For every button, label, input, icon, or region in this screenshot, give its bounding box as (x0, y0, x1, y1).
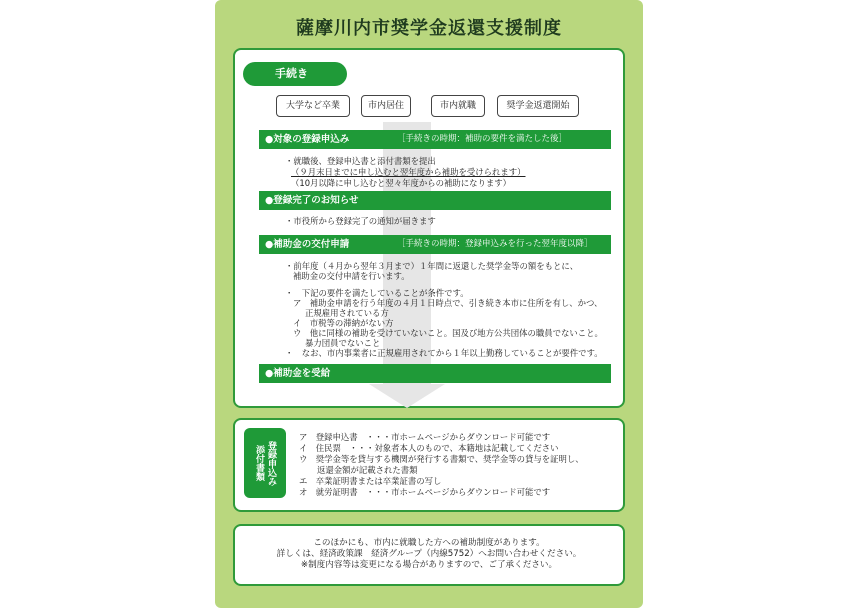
section-registration (259, 130, 611, 149)
attachments-tab-line1: 登録申込み (266, 440, 276, 486)
section-text: ・就職後、登録申込書と添付書類を提出 (285, 156, 436, 166)
section-text: （10月以降に申し込むと翌々年度からの補助になります） (291, 178, 512, 188)
note-line: 詳しくは、経済政策課 経済グループ（内線5752）へお問い合わせください。 (276, 549, 582, 559)
section-label: ●対象の登録申込み (265, 134, 350, 145)
document-item: 返還金額が記載された書類 (317, 465, 418, 475)
step-graduation: 大学など卒業 (276, 95, 350, 117)
section-receive-grant (259, 364, 611, 383)
section-label: ●登録完了のお知らせ (265, 195, 359, 206)
attachments-tab (244, 428, 286, 498)
document-item: ア 登録申込書 ・・・市ホームページからダウンロード可能です (299, 432, 551, 442)
section-text: ウ 他に同様の補助を受けていないこと。国及び地方公共団体の職員でないこと。 (293, 328, 603, 338)
document-item: イ 住民票 ・・・対象者本人のもので、本籍地は記載してください (299, 443, 559, 453)
procedure-label: 手続き (243, 62, 347, 86)
section-text: 正規雇用されている方 (305, 308, 389, 318)
page-title: 薩摩川内市奨学金返還支援制度 (296, 18, 562, 39)
section-label: ●補助金を受給 (265, 368, 331, 379)
attachments-box (233, 418, 625, 512)
procedure-box (233, 48, 625, 408)
section-text: （９月末日までに申し込むと翌年度から補助を受けられます） (291, 167, 526, 177)
section-text: ア 補助金申請を行う年度の４月１日時点で、引き続き本市に住所を有し、かつ、 (293, 298, 603, 308)
section-timing: ［手続きの時期：補助の要件を満たした後］ (397, 134, 568, 144)
section-text: ・市役所から登録完了の通知が届きます (285, 216, 436, 226)
contact-note-box (233, 524, 625, 586)
note-line: このほかにも、市内に就職した方への補助制度があります。 (313, 538, 545, 548)
leaflet-panel (215, 0, 643, 608)
step-repayment-start: 奨学金返還開始 (497, 95, 579, 117)
section-text: 補助金の交付申請を行います。 (293, 271, 410, 281)
section-text: ・ なお、市内事業者に正規雇用されてから１年以上勤務していることが要件です。 (285, 348, 603, 358)
section-grant-application (259, 235, 611, 254)
step-employment: 市内就職 (431, 95, 485, 117)
attachments-tab-line2: 添付書類 (254, 445, 264, 481)
section-text: イ 市税等の滞納がない方 (293, 318, 394, 328)
section-registration-complete (259, 191, 611, 210)
flow-arrow-head (369, 384, 445, 408)
document-item: オ 就労証明書 ・・・市ホームページからダウンロード可能です (299, 487, 551, 497)
section-text: 暴力団員でないこと (305, 338, 381, 348)
section-text: ・前年度（４月から翌年３月まで）１年間に返還した奨学金等の額をもとに、 (285, 261, 579, 271)
section-text: ・ 下記の要件を満たしていることが条件です。 (285, 288, 469, 298)
section-timing: ［手続きの時期：登録申込みを行った翌年度以降］ (397, 239, 593, 249)
section-label: ●補助金の交付申請 (265, 239, 350, 250)
step-residence: 市内居住 (361, 95, 411, 117)
document-item: ウ 奨学金等を貸与する機関が発行する書類で、奨学金等の貸与を証明し、 (299, 454, 584, 464)
document-item: エ 卒業証明書または卒業証書の写し (299, 476, 442, 486)
note-line: ※制度内容等は変更になる場合がありますので、ご了承ください。 (300, 560, 558, 570)
